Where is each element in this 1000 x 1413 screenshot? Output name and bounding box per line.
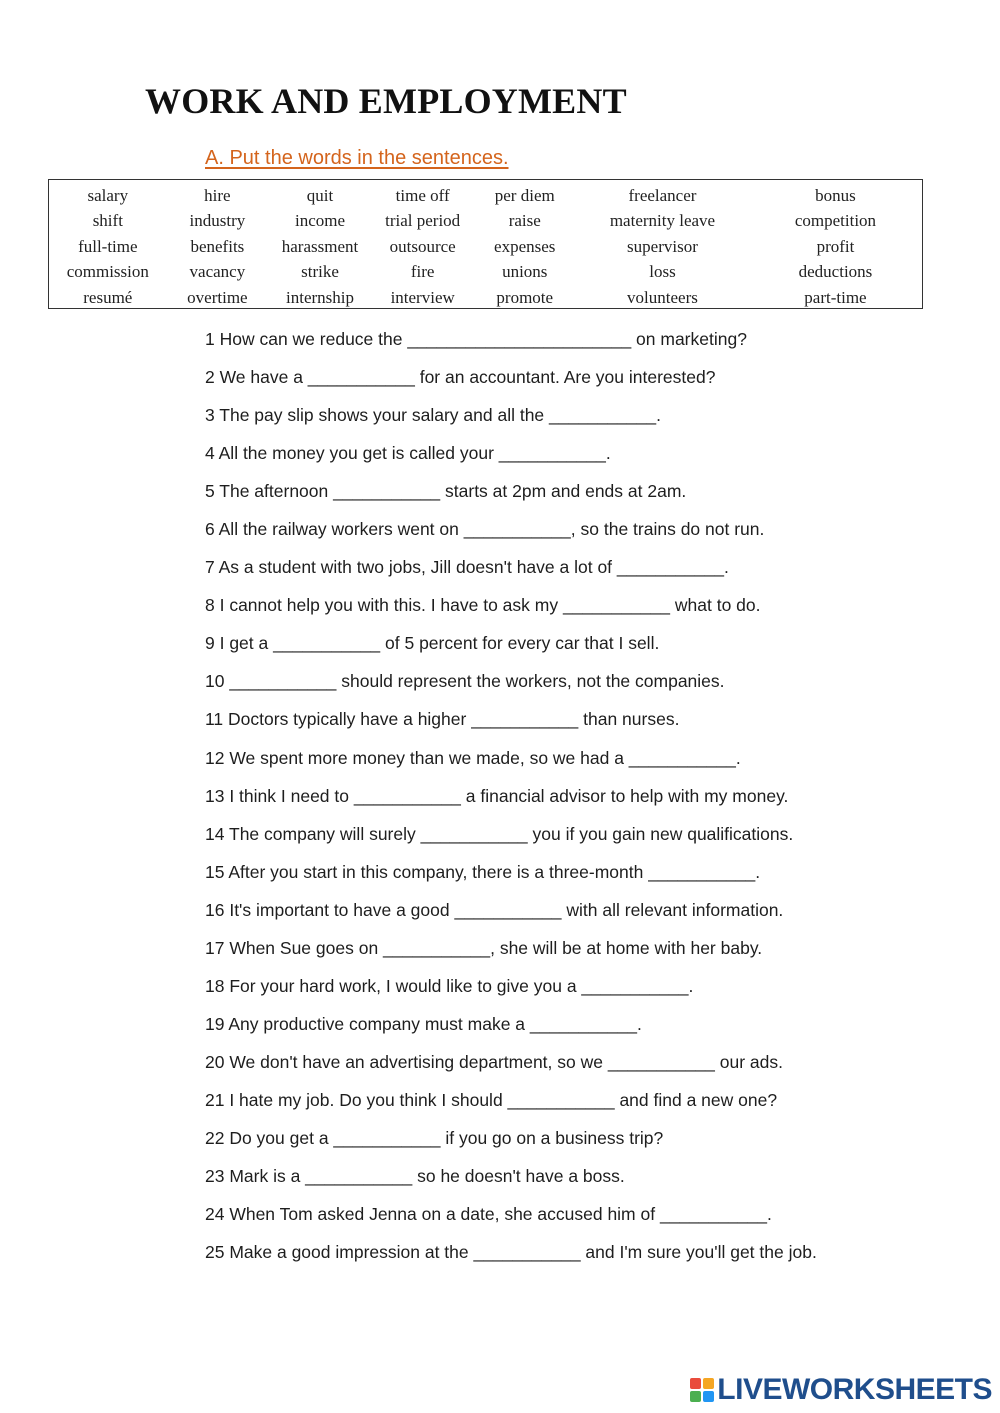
word-bank-word: fire <box>410 262 435 282</box>
question-item: 7 As a student with two jobs, Jill doesn't have a lot of ___________. <box>205 557 729 578</box>
question-item: 10 ___________ should represent the workers, not the companies. <box>205 671 725 692</box>
word-bank-word: overtime <box>187 287 248 307</box>
question-item: 6 All the railway workers went on ___________, so the trains do not run. <box>205 519 765 540</box>
question-item: 11 Doctors typically have a higher ___________ than nurses. <box>205 709 680 730</box>
question-item: 25 Make a good impression at the ___________ and I'm sure you'll get the job. <box>205 1242 817 1263</box>
word-bank-word: salary <box>87 185 129 205</box>
word-bank-word: expenses <box>494 236 556 256</box>
question-item: 18 For your hard work, I would like to give you a ___________. <box>205 975 694 996</box>
word-bank-word: internship <box>286 287 354 307</box>
word-bank-word: per diem <box>494 185 555 205</box>
word-bank-word: income <box>294 211 346 231</box>
question-item: 16 It's important to have a good ___________ with all relevant information. <box>205 899 784 920</box>
question-item: 9 I get a ___________ of 5 percent for every car that I sell. <box>205 633 660 654</box>
word-bank <box>48 179 923 309</box>
word-bank-word: volunteers <box>627 287 698 307</box>
question-item: 22 Do you get a ___________ if you go on a business trip? <box>205 1127 664 1148</box>
logo-text: LIVEWORKSHEETS <box>717 1373 992 1406</box>
word-bank-word: profit <box>816 236 855 256</box>
question-item: 21 I hate my job. Do you think I should ___________ and find a new one? <box>205 1089 778 1110</box>
word-bank-word: strike <box>301 262 339 282</box>
question-item: 24 When Tom asked Jenna on a date, she accused him of ___________. <box>205 1204 772 1225</box>
word-bank-word: benefits <box>190 236 245 256</box>
logo-square <box>703 1378 714 1389</box>
word-bank-word: industry <box>189 211 246 231</box>
word-bank-row <box>49 260 922 286</box>
question-item: 2 We have a ___________ for an accountant. Are you interested? <box>205 367 716 388</box>
word-bank-word: freelancer <box>628 185 697 205</box>
word-bank-row <box>49 183 922 209</box>
word-bank-word: trial period <box>385 211 461 231</box>
question-item: 1 How can we reduce the _______________________ on marketing? <box>205 329 747 349</box>
word-bank-word: part-time <box>804 287 867 307</box>
word-bank-word: maternity leave <box>609 211 716 231</box>
word-bank-word: commission <box>66 262 149 282</box>
word-bank-word: loss <box>649 262 676 282</box>
question-item: 20 We don't have an advertising department, so we ___________ our ads. <box>205 1051 783 1072</box>
word-bank-word: quit <box>306 185 334 205</box>
question-item: 12 We spent more money than we made, so we had a ___________. <box>205 747 741 768</box>
question-item: 4 All the money you get is called your ___________. <box>205 443 611 464</box>
liveworksheets-logo <box>690 1373 992 1407</box>
word-bank-word: bonus <box>815 185 856 205</box>
word-bank-word: time off <box>395 185 450 205</box>
question-item: 13 I think I need to ___________ a financial advisor to help with my money. <box>205 785 789 806</box>
word-bank-word: shift <box>92 211 123 231</box>
exercise-instruction: A. Put the words in the sentences. <box>205 147 509 169</box>
word-bank-word: resumé <box>83 287 133 307</box>
word-bank-table <box>49 183 922 311</box>
word-bank-row <box>49 285 922 311</box>
word-bank-word: vacancy <box>189 262 246 282</box>
question-item: 3 The pay slip shows your salary and all the ___________. <box>205 405 661 426</box>
logo-square <box>690 1378 701 1389</box>
question-item: 23 Mark is a ___________ so he doesn't have a boss. <box>205 1166 625 1187</box>
question-item: 19 Any productive company must make a ___________. <box>205 1013 642 1034</box>
question-item: 15 After you start in this company, there is a three-month ___________. <box>205 861 761 882</box>
word-bank-word: promote <box>496 287 554 307</box>
word-bank-word: full-time <box>78 236 138 256</box>
liveworksheets-logo-icon <box>690 1378 714 1402</box>
word-bank-word: unions <box>502 262 548 282</box>
question-item: 14 The company will surely ___________ you if you gain new qualifications. <box>205 823 794 844</box>
word-bank-word: harassment <box>281 236 359 256</box>
word-bank-word: deductions <box>798 262 873 282</box>
logo-square <box>703 1391 714 1402</box>
word-bank-word: hire <box>204 185 231 205</box>
question-list <box>205 327 817 1278</box>
page-title: WORK AND EMPLOYMENT <box>145 81 627 121</box>
question-item: 5 The afternoon ___________ starts at 2pm and ends at 2am. <box>205 481 687 502</box>
word-bank-word: interview <box>390 287 455 307</box>
word-bank-row <box>49 209 922 235</box>
word-bank-word: raise <box>508 211 541 231</box>
question-item: 8 I cannot help you with this. I have to ask my ___________ what to do. <box>205 595 761 616</box>
word-bank-word: outsource <box>389 236 456 256</box>
question-item: 17 When Sue goes on ___________, she will be at home with her baby. <box>205 937 763 958</box>
word-bank-word: competition <box>794 211 877 231</box>
word-bank-row <box>49 234 922 260</box>
logo-square <box>690 1391 701 1402</box>
word-bank-word: supervisor <box>627 236 698 256</box>
